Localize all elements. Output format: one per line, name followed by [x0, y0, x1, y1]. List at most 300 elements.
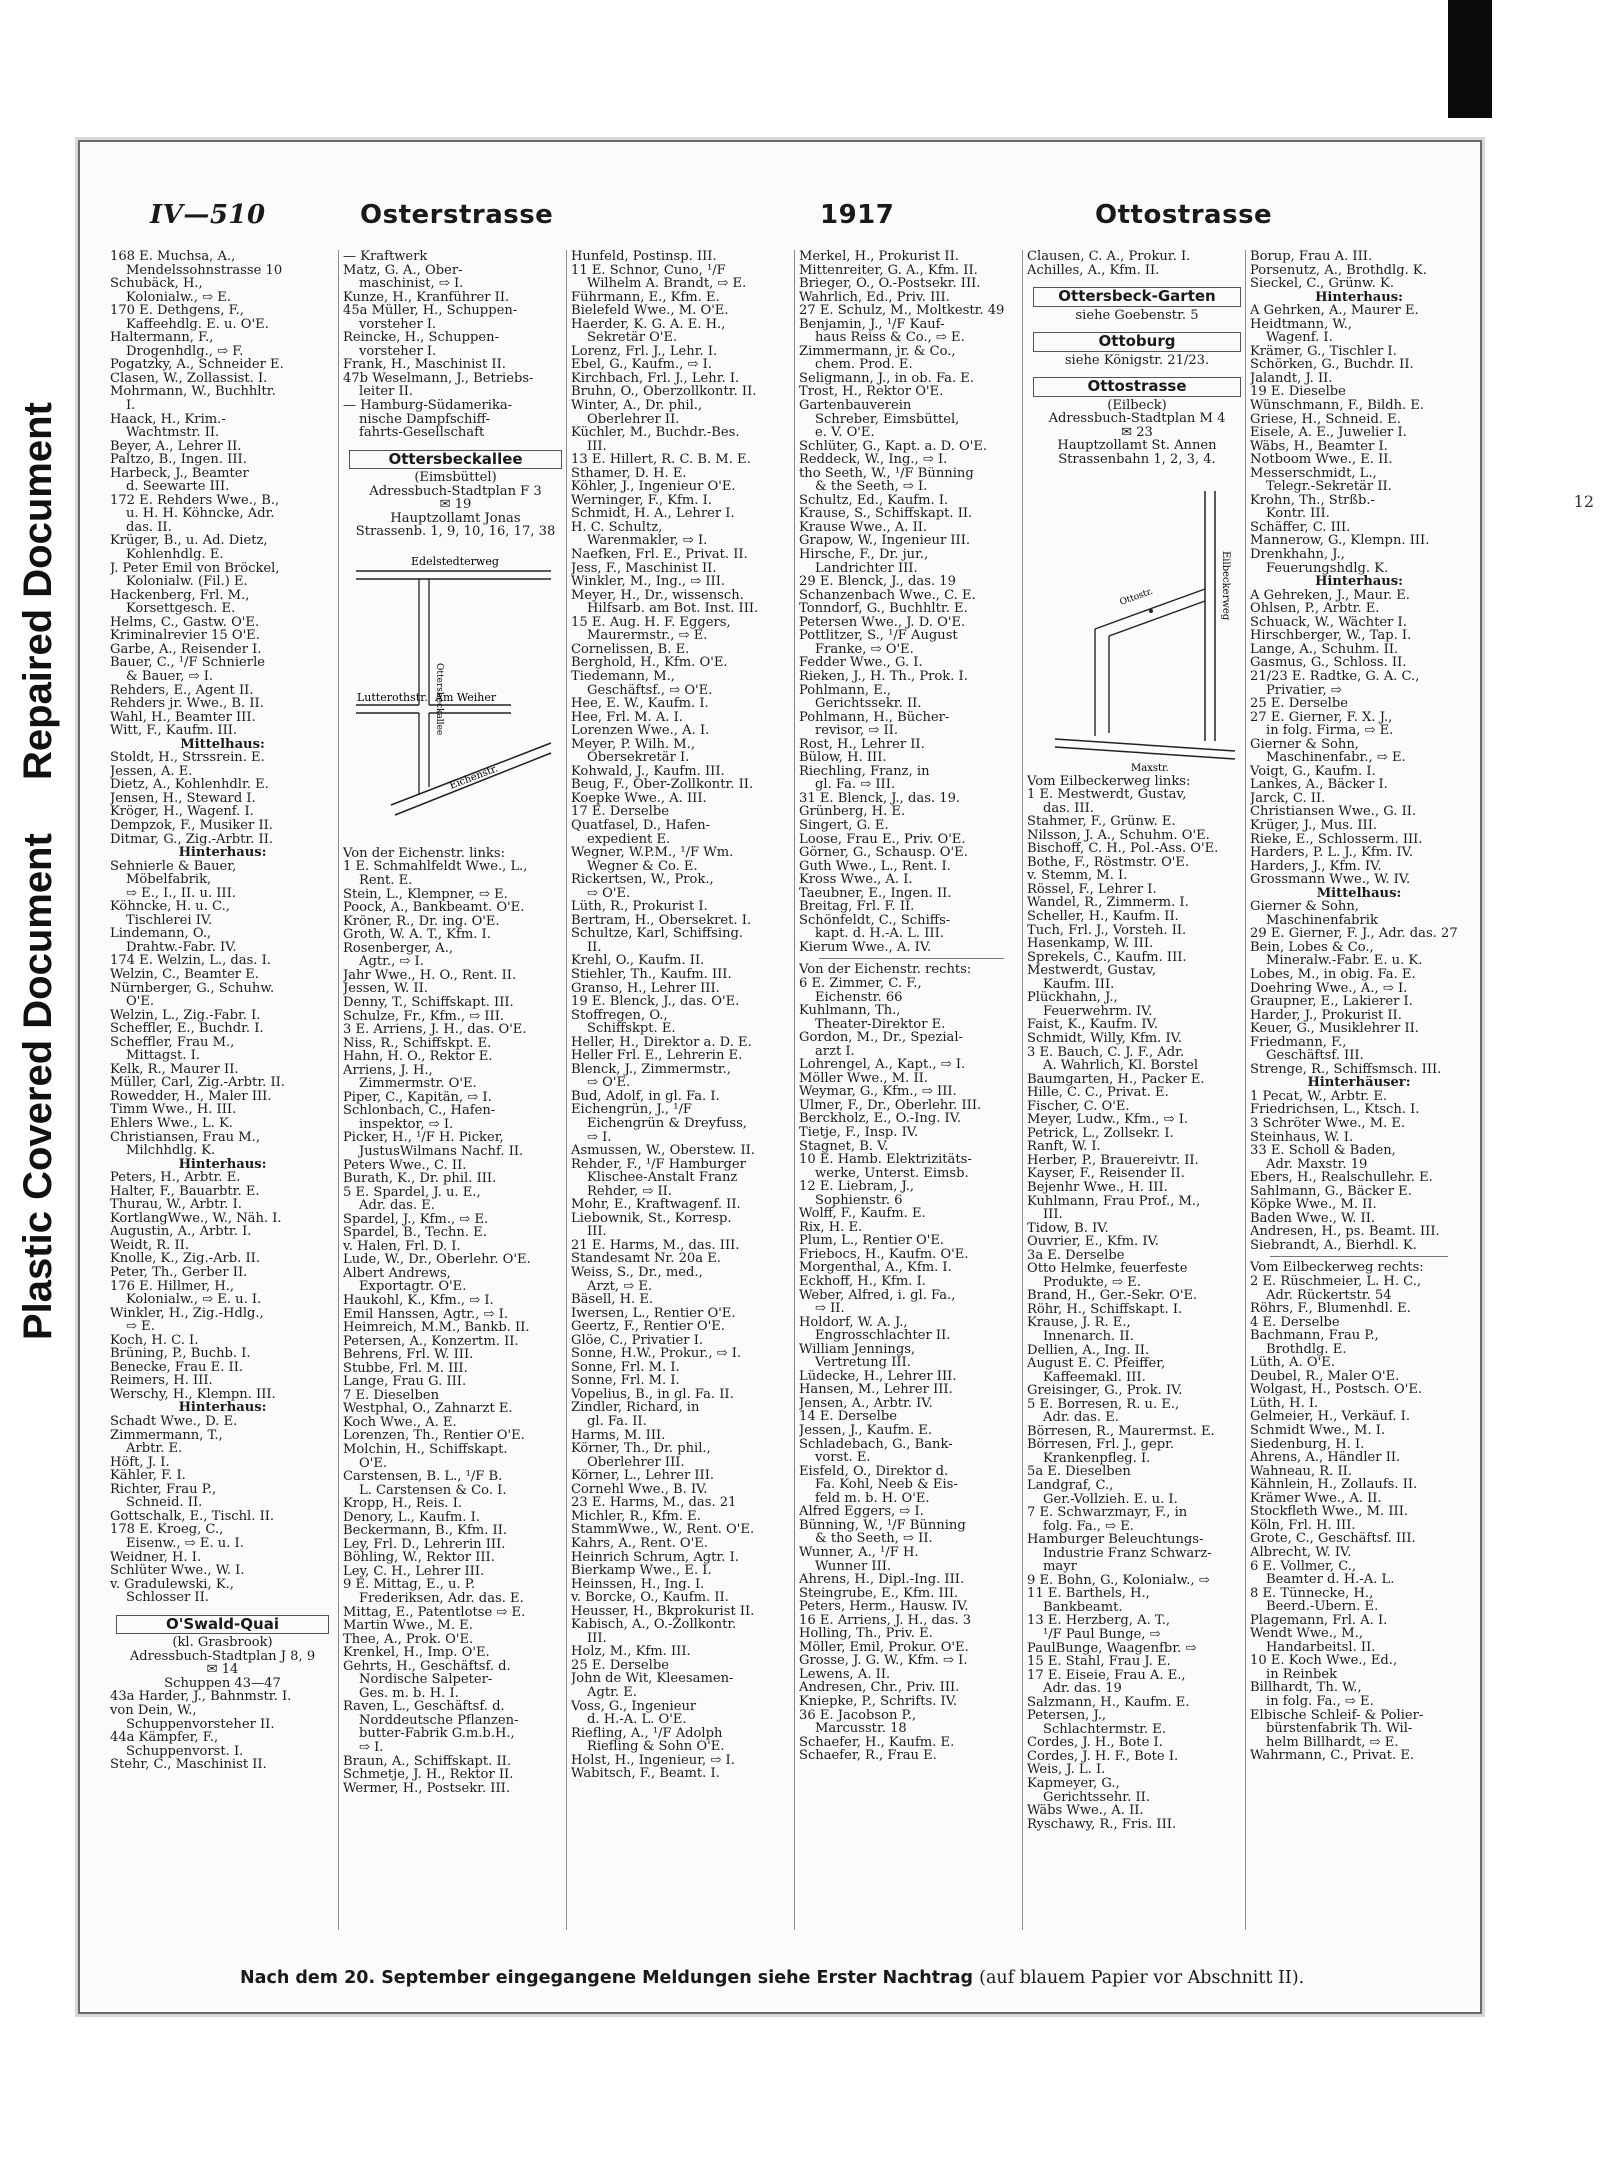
- directory-entry: Kuhlmann, Th.,: [799, 1004, 901, 1018]
- directory-entry: 168 E. Muchsa, A.,: [110, 250, 236, 264]
- directory-entry: Picker, H., ¹/F H. Picker,: [343, 1131, 504, 1145]
- directory-entry: Krause Wwe., A. II.: [799, 520, 928, 535]
- directory-entry: Kähler, F. I.: [110, 1469, 186, 1483]
- directory-entry: Rehder, F., ¹/F Hamburger: [571, 1157, 746, 1172]
- directory-entry: 47b Weselmann, J., Betriebs-: [343, 371, 534, 386]
- directory-entry: Schanzenbach Wwe., C. E.: [799, 588, 976, 603]
- directory-entry: von Dein, W.,: [110, 1703, 197, 1718]
- directory-entry: Adr. Maxstr. 19: [1266, 1157, 1368, 1172]
- directory-entry: Jahr Wwe., H. O., Rent. II.: [343, 968, 517, 983]
- directory-entry: Stubbe, Frl. M. III.: [343, 1361, 468, 1376]
- directory-entry: Grosse, J. G. W., Kfm. ⇨ I.: [799, 1654, 968, 1668]
- directory-entry: Koch, H. C. I.: [110, 1333, 199, 1348]
- directory-entry: 16 E. Arriens, J. H., das. 3: [799, 1613, 972, 1628]
- street-info: Strassenbahn 1, 2, 3, 4.: [1058, 453, 1216, 467]
- directory-entry: Billhardt, Th. W.,: [1250, 1681, 1362, 1695]
- directory-entry: Westphal, O., Zahnarzt E.: [343, 1402, 513, 1416]
- directory-entry: 17 E. Eiseie, Frau A. E.,: [1027, 1668, 1186, 1683]
- directory-entry: Andresen, H., ps. Beamt. III.: [1250, 1225, 1440, 1239]
- directory-entry: III.: [587, 1631, 607, 1646]
- directory-entry: Stoldt, H., Strssrein. E.: [110, 751, 265, 765]
- directory-entry: KortlangWwe., W., Näh. I.: [110, 1211, 282, 1226]
- directory-entry: Bauer, C., ¹/F Schnierle: [110, 656, 266, 670]
- directory-entry: Ger.-Vollzieh. E. u. I.: [1043, 1492, 1178, 1507]
- directory-entry: Schlüter, G., Kapt. a. D. O'E.: [799, 439, 988, 454]
- directory-entry: Heimreich, M.M., Bankb. II.: [343, 1321, 530, 1335]
- directory-entry: — Kraftwerk: [343, 250, 428, 264]
- directory-entry: Ditmar, G., Zig.-Arbtr. II.: [110, 832, 274, 847]
- directory-entry: Stoffregen, O.,: [571, 1008, 668, 1023]
- directory-entry: Wandel, R., Zimmerm. I.: [1027, 896, 1189, 911]
- directory-entry: ⇨ E.: [126, 1320, 155, 1334]
- directory-entry: Gasmus, G., Schloss. II.: [1250, 656, 1407, 670]
- section-heading: Mittelhaus:: [1316, 886, 1402, 901]
- directory-entry: Witt, F., Kaufm. III.: [110, 724, 238, 738]
- directory-entry: Tidow, B. IV.: [1027, 1221, 1109, 1236]
- directory-entry: Schlosser II.: [126, 1591, 209, 1605]
- directory-entry: Kaffeemakl. III.: [1043, 1370, 1146, 1385]
- directory-entry: Sekretär O'E.: [587, 331, 678, 345]
- directory-entry: Rent. E.: [359, 874, 413, 888]
- directory-entry: 31 E. Blenck, J., das. 19.: [799, 791, 961, 806]
- directory-entry: Piper, C., Kapitän, ⇨ I.: [343, 1090, 492, 1105]
- directory-entry: Paltzo, B., Ingen. III.: [110, 453, 247, 467]
- directory-entry: leiter II.: [359, 385, 414, 400]
- directory-entry: Albert Andrews,: [343, 1266, 451, 1281]
- directory-entry: Petersen, J.,: [1027, 1709, 1107, 1723]
- directory-entry: 7 E. Dieselben: [343, 1388, 440, 1403]
- directory-entry: Ges. m. b. H. I.: [359, 1686, 459, 1701]
- directory-entry: Kayser, F., Reisender II.: [1027, 1167, 1185, 1181]
- directory-entry: Privatier, ⇨: [1266, 683, 1342, 698]
- directory-entry: Kolonialw., ⇨ E.: [126, 290, 231, 305]
- directory-entry: Hunfeld, Postinsp. III.: [571, 250, 717, 264]
- directory-entry: Brothdlg. E.: [1266, 1342, 1347, 1357]
- directory-entry: mayr: [1043, 1560, 1077, 1574]
- directory-entry: Jarck, C. II.: [1250, 791, 1326, 806]
- directory-entry: chem. Prod. E.: [815, 358, 913, 372]
- directory-entry: Benecke, Frau E. II.: [110, 1360, 244, 1375]
- directory-entry: Marcusstr. 18: [815, 1722, 907, 1736]
- directory-entry: Heusser, H., Bkprokurist II.: [571, 1604, 755, 1619]
- year-title: 1917: [820, 200, 895, 230]
- street-info: Adressbuch-Stadtplan F 3: [369, 484, 542, 499]
- directory-entry: Agtr., ⇨ I.: [359, 955, 424, 969]
- directory-entry: Beckermann, B., Kfm. II.: [343, 1524, 508, 1538]
- directory-entry: 8 E. Tünnecke, H.,: [1250, 1586, 1374, 1601]
- directory-entry: Korsettgesch. E.: [126, 602, 236, 616]
- directory-entry: Stockfleth Wwe., M. III.: [1250, 1505, 1409, 1519]
- scanner-edge-bar: [1448, 0, 1492, 118]
- directory-entry: Tiedemann, M.,: [571, 669, 675, 684]
- street-map-eilbeck: [1035, 471, 1240, 771]
- directory-entry: Friedmann, F.,: [1250, 1035, 1347, 1050]
- directory-entry: Weidner, H. I.: [110, 1550, 202, 1565]
- directory-entry: Hackenberg, Frl. M.,: [110, 588, 250, 603]
- directory-entry: 5 E. Borresen, R. u. E.,: [1027, 1397, 1180, 1412]
- directory-entry: 9 E. Mittag, E., u. P.: [343, 1578, 476, 1593]
- directory-entry: Martin Wwe., M. E.: [343, 1619, 473, 1633]
- section-heading: Hinterhaus:: [178, 846, 267, 860]
- directory-entry: Benjamin, J., ¹/F Kauf-: [799, 317, 945, 332]
- directory-entry: Bachmann, Frau P.,: [1250, 1329, 1379, 1343]
- directory-entry: Beamter d. H.-A. L.: [1266, 1573, 1395, 1587]
- directory-entry: Innenarch. II.: [1043, 1329, 1134, 1344]
- directory-entry: Petrick, L., Zollsekr. I.: [1027, 1126, 1174, 1141]
- directory-entry: Tonndorf, G., Buchhltr. E.: [799, 602, 968, 616]
- directory-entry: Hamburger Beleuchtungs-: [1027, 1533, 1204, 1547]
- directory-entry: Dellien, A., Ing. II.: [1027, 1343, 1150, 1358]
- directory-entry: Frederiksen, Adr. das. E.: [359, 1592, 524, 1606]
- directory-entry: Ahrens, A., Händler II.: [1250, 1451, 1401, 1465]
- directory-entry: Hasenkamp, W. III.: [1027, 937, 1154, 951]
- footer-bold: Nach dem 20. September eingegangene Meldungen siehe Erster Nachtrag: [240, 1968, 974, 1988]
- directory-entry: nische Dampfschiff-: [359, 412, 490, 427]
- directory-entry: Sonne, H.W., Prokur., ⇨ I.: [571, 1347, 742, 1361]
- directory-entry: Bäsell, H. E.: [571, 1293, 654, 1307]
- directory-entry: Schreber, Eimsbüttel,: [815, 412, 960, 427]
- street-info: Hauptzollamt Jonas: [390, 511, 521, 526]
- directory-entry: Weidt, R. II.: [110, 1238, 189, 1253]
- directory-entry: 13 E. Herzberg, A. T.,: [1027, 1614, 1171, 1629]
- directory-entry: Gottschalk, E., Tischl. II.: [110, 1509, 275, 1524]
- directory-entry: Handarbeitsl. II.: [1266, 1640, 1376, 1655]
- directory-entry: Schäffer, C. III.: [1250, 520, 1351, 535]
- directory-entry: Schultz, Ed., Kaufm. I.: [799, 493, 949, 508]
- directory-entry: Vopelius, B., in gl. Fa. II.: [571, 1387, 734, 1402]
- directory-entry: Kähnlein, H., Zollaufs. II.: [1250, 1478, 1418, 1492]
- directory-entry: Molchin, H., Schiffskapt.: [343, 1443, 508, 1457]
- directory-entry: Kolonialw., ⇨ E. u. I.: [126, 1293, 262, 1307]
- directory-entry: Otto Helmke, feuerfeste: [1027, 1262, 1188, 1276]
- directory-entry: Ranft, W. I.: [1027, 1140, 1101, 1154]
- directory-entry: Lohrengel, A., Kapt., ⇨ I.: [799, 1058, 966, 1072]
- directory-entry: Riefling & Sohn O'E.: [587, 1740, 725, 1754]
- directory-entry: Ahrens, H., Dipl.-Ing. III.: [799, 1573, 965, 1587]
- directory-entry: Sieckel, C., Grünw. K.: [1250, 277, 1394, 291]
- directory-entry: Exportagtr. O'E.: [359, 1280, 467, 1294]
- directory-entry: Vertretung III.: [815, 1356, 911, 1370]
- directory-entry: Plückhahn, J.,: [1027, 991, 1118, 1005]
- directory-entry: Standesamt Nr. 20a E.: [571, 1252, 721, 1267]
- directory-entry: Lüth, R., Prokurist I.: [571, 900, 708, 914]
- directory-entry: Geschäftsf., ⇨ O'E.: [587, 683, 713, 698]
- directory-entry: Krüger, B., u. Ad. Dietz,: [110, 534, 268, 549]
- column-4: [794, 250, 1024, 1930]
- directory-entry: Berckholz, E., O.-Ing. IV.: [799, 1112, 962, 1126]
- directory-entry: Bischoff, C. H., Pol.-Ass. O'E.: [1027, 842, 1219, 856]
- directory-entry: Pohlmann, E.,: [799, 683, 892, 698]
- map-label-vertical: Ottersbeckallee: [434, 662, 444, 736]
- street-heading: Ottersbeckallee: [349, 450, 562, 470]
- directory-entry: Augustin, A., Arbtr. I.: [110, 1225, 252, 1239]
- directory-entry: Werninger, F., Kfm. I.: [571, 493, 712, 508]
- footer-normal: (auf blauem Papier vor Abschnitt II).: [979, 1968, 1305, 1988]
- directory-entry: Schladebach, G., Bank-: [799, 1437, 953, 1452]
- directory-entry: Börresen, R., Maurermst. E.: [1027, 1424, 1215, 1439]
- left-street-title: Osterstrasse: [360, 200, 554, 230]
- directory-entry: III.: [1043, 1208, 1063, 1222]
- directory-entry: Rössel, F., Lehrer I.: [1027, 882, 1157, 897]
- directory-entry: Vom Eilbeckerweg rechts:: [1250, 1261, 1424, 1276]
- directory-entry: 44a Kämpfer, F.,: [110, 1731, 219, 1745]
- map-label-mid: Ottostr.: [1118, 586, 1155, 608]
- directory-entry: Dietz, A., Kohlenhdlr. E.: [110, 778, 269, 792]
- directory-entry: Sahlmann, G., Bäcker E.: [1250, 1184, 1412, 1199]
- directory-entry: Ehlers Wwe., L. K.: [110, 1117, 233, 1131]
- side-label-top-text: Repaired Document: [16, 402, 60, 780]
- directory-entry: ⇨ E., I., II. u. III.: [126, 886, 236, 901]
- directory-entry: Schultze, Karl, Schiffsing.: [571, 927, 744, 941]
- directory-entry: 3a E. Derselbe: [1027, 1248, 1125, 1263]
- directory-entry: Clausen, C. A., Prokur. I.: [1027, 250, 1191, 264]
- section-separator: [1270, 1256, 1448, 1257]
- directory-entry: Dempzok, F., Musiker II.: [110, 818, 273, 833]
- directory-entry: Alfred Eggers, ⇨ I.: [799, 1505, 924, 1519]
- directory-entry: Albrecht, W. IV.: [1250, 1545, 1352, 1560]
- directory-entry: butter-Fabrik G.m.b.H.,: [359, 1727, 515, 1742]
- directory-entry: Adr. Rückertstr. 54: [1266, 1288, 1392, 1303]
- directory-entry: Loose, Frau E., Priv. O'E.: [799, 832, 966, 847]
- directory-entry: Steinhaus, W. I.: [1250, 1130, 1354, 1145]
- directory-page: [78, 140, 1482, 2014]
- directory-entry: in folg. Fa., ⇨ E.: [1266, 1694, 1374, 1709]
- column-6: [1245, 250, 1468, 1930]
- directory-entry: Eckhoff, H., Kfm. I.: [799, 1275, 926, 1289]
- directory-entry: Schaefer, R., Frau E.: [799, 1749, 937, 1763]
- column-5: [1022, 250, 1247, 1930]
- directory-entry: Adr. das. 19: [1043, 1682, 1122, 1696]
- directory-entry: vorsteher I.: [359, 317, 437, 332]
- directory-entry: Bünning, W., ¹/F Bünning: [799, 1518, 966, 1533]
- directory-entry: Krehl, O., Kaufm. II.: [571, 954, 705, 968]
- street-info: ✉ 23: [1121, 425, 1153, 440]
- map-ottostrasse: [1035, 471, 1239, 771]
- directory-entry: Rosenberger, A.,: [343, 941, 454, 956]
- directory-entry: 14 E. Derselbe: [799, 1410, 897, 1425]
- directory-entry: Schuppenvorst. I.: [126, 1744, 244, 1759]
- directory-entry: Müller, Carl, Zig.-Arbtr. II.: [110, 1076, 285, 1090]
- directory-entry: Cornehl Wwe., B. IV.: [571, 1482, 708, 1497]
- directory-entry: Cordes, J. H., Bote I.: [1027, 1736, 1163, 1750]
- directory-entry: Spardel, B., Techn. E.: [343, 1226, 487, 1240]
- directory-entry: Ohlsen, P., Arbtr. E.: [1250, 602, 1380, 616]
- directory-entry: d. Seewarte III.: [126, 480, 230, 494]
- directory-entry: Wermer, H., Postsekr. III.: [343, 1781, 510, 1796]
- directory-entry: Mittag, E., Patentlotse ⇨ E.: [343, 1605, 526, 1620]
- section-separator: [819, 958, 1004, 959]
- directory-entry: Schlüter Wwe., W. I.: [110, 1564, 245, 1578]
- directory-entry: Höft, J. I.: [110, 1455, 170, 1470]
- directory-entry: Schörken, G., Buchdr. II.: [1250, 358, 1414, 372]
- map-label-top: Edelstedterweg: [411, 554, 499, 568]
- directory-entry: haus Reiss & Co., ⇨ E.: [815, 331, 965, 345]
- directory-entry: Lankes, A., Bäcker I.: [1250, 778, 1388, 792]
- directory-entry: Bein, Lobes & Co.,: [1250, 940, 1374, 955]
- directory-entry: Rix, H. E.: [799, 1220, 863, 1235]
- directory-entry: Friedrichsen, L., Ktsch. I.: [1250, 1103, 1420, 1117]
- directory-entry: Von der Eichenstr. rechts:: [799, 963, 972, 977]
- directory-entry: Hirsche, F., Dr. jur.,: [799, 548, 929, 562]
- directory-entry: Schadt Wwe., D. E.: [110, 1415, 238, 1429]
- directory-entry: 1 E. Mestwerdt, Gustav,: [1027, 788, 1187, 802]
- directory-entry: Lorenzen Wwe., A. I.: [571, 724, 710, 738]
- directory-entry: Hansen, M., Lehrer III.: [799, 1383, 953, 1397]
- directory-entry: Merkel, H., Prokurist II.: [799, 250, 959, 264]
- directory-entry: maschinist, ⇨ I.: [359, 277, 464, 291]
- directory-entry: vorst. E.: [815, 1451, 871, 1465]
- directory-entry: Brüning, P., Buchb. I.: [110, 1347, 251, 1361]
- directory-entry: Krankenpfleg. I.: [1043, 1451, 1151, 1466]
- directory-entry: Jalandt, J. II.: [1250, 371, 1333, 386]
- directory-entry: e. V. O'E.: [815, 426, 875, 440]
- directory-entry: Lindemann, O.,: [110, 927, 212, 941]
- directory-entry: Vom Eilbeckerweg links:: [1027, 774, 1191, 789]
- street-heading: Ottoburg: [1033, 332, 1241, 352]
- directory-entry: Sprekels, C., Kaufm. III.: [1027, 950, 1187, 965]
- directory-entry: u. H. H. Köhncke, Adr.: [126, 507, 275, 521]
- directory-entry: Poock, A., Bankbeamt. O'E.: [343, 901, 525, 915]
- directory-entry: Greisinger, G., Prok. IV.: [1027, 1384, 1183, 1398]
- directory-entry: Schlachtermstr. E.: [1043, 1722, 1167, 1737]
- directory-entry: Mineralw.-Fabr. E. u. K.: [1266, 954, 1423, 968]
- directory-entry: Berghold, H., Kfm. O'E.: [571, 656, 728, 670]
- section-heading: Hinterhäuser:: [1307, 1076, 1411, 1090]
- directory-entry: Baumgarten, H., Packer E.: [1027, 1072, 1205, 1087]
- directory-entry: Kolonialw. (Fil.) E.: [126, 575, 248, 589]
- directory-entry: Eisele, A. E., Juwelier I.: [1250, 426, 1407, 440]
- directory-entry: Holst, H., Ingenieur, ⇨ I.: [571, 1753, 735, 1768]
- directory-entry: Zindler, Richard, in: [571, 1401, 700, 1416]
- directory-entry: Eisenw., ⇨ E. u. I.: [126, 1536, 244, 1551]
- directory-entry: Voigt, G., Kaufm. I.: [1250, 764, 1376, 779]
- directory-entry: Sehnierle & Bauer,: [110, 859, 237, 874]
- directory-entry: 9 E. Bohn, G., Kolonialw., ⇨: [1027, 1573, 1210, 1588]
- directory-entry: Timm Wwe., H. III.: [110, 1103, 237, 1117]
- directory-entry: Krohn, Th., Strßb.-: [1250, 493, 1375, 508]
- directory-entry: Strenge, R., Schiffsmsch. III.: [1250, 1062, 1442, 1077]
- directory-entry: Oberlehrer III.: [587, 1455, 685, 1470]
- directory-entry: Produkte, ⇨ E.: [1043, 1275, 1141, 1290]
- directory-entry: Porsenutz, A., Brothdlg. K.: [1250, 263, 1427, 278]
- directory-entry: Harbeck, J., Beamter: [110, 466, 249, 481]
- directory-entry: Geschäftsf. III.: [1266, 1049, 1364, 1063]
- directory-entry: Schlonbach, C., Hafen-: [343, 1104, 496, 1118]
- directory-entry: Wunner III.: [815, 1559, 892, 1574]
- directory-entry: Voss, G., Ingenieur: [571, 1699, 697, 1714]
- directory-entry: Adr. das. E.: [359, 1199, 435, 1213]
- street-info: Adressbuch-Stadtplan J 8, 9: [129, 1649, 316, 1664]
- directory-entry: 25 E. Derselbe: [571, 1658, 669, 1673]
- directory-entry: Behrens, Frl. W. III.: [343, 1348, 474, 1362]
- directory-entry: Peters Wwe., C. II.: [343, 1158, 467, 1173]
- directory-entry: helm Billhardt, ⇨ E.: [1266, 1735, 1399, 1750]
- directory-entry: Heller, H., Direktor a. D. E.: [571, 1035, 752, 1050]
- directory-entry: Haerder, K. G. A. E. H.,: [571, 317, 726, 332]
- directory-entry: Krüger, J., Mus. III.: [1250, 818, 1378, 833]
- directory-entry: Peters, Herm., Hausw. IV.: [799, 1600, 969, 1614]
- directory-entry: Weber, Alfred, i. gl. Fa.,: [799, 1288, 956, 1303]
- directory-entry: 23 E. Harms, M., das. 21: [571, 1496, 737, 1510]
- section-heading: Hinterhaus:: [1315, 575, 1403, 589]
- directory-entry: Zimmermann, jr. & Co.,: [799, 344, 956, 359]
- directory-entry: feld m. b. H. O'E.: [815, 1491, 930, 1506]
- directory-entry: Herber, P., Brauereivtr. II.: [1027, 1153, 1199, 1168]
- directory-entry: Lüth, A. O'E.: [1250, 1356, 1335, 1370]
- directory-entry: Stiehler, Th., Kaufm. III.: [571, 967, 732, 982]
- directory-entry: Mohr, E., Kraftwagenf. II.: [571, 1198, 741, 1212]
- directory-entry: Peters, H., Arbtr. E.: [110, 1171, 241, 1185]
- directory-entry: Pohlmann, H., Bücher-: [799, 710, 950, 725]
- directory-entry: Carstensen, B. L., ¹/F B.: [343, 1470, 503, 1484]
- directory-entry: Kahrs, A., Rent. O'E.: [571, 1536, 708, 1551]
- directory-entry: 45a Müller, H., Schuppen-: [343, 304, 518, 318]
- directory-entry: Ley, C. H., Lehrer III.: [343, 1564, 485, 1579]
- directory-entry: Kelk, R., Maurer II.: [110, 1062, 239, 1077]
- directory-entry: Industrie Franz Schwarz-: [1043, 1546, 1212, 1561]
- directory-entry: Eichengrün & Dreyfuss,: [587, 1117, 747, 1131]
- directory-entry: Engrosschlachter II.: [815, 1329, 951, 1343]
- directory-entry: Steingrube, E., Kfm. III.: [799, 1586, 959, 1601]
- directory-entry: Gartenbauverein: [799, 399, 912, 413]
- directory-entry: Harders, P. L. J., Kfm. IV.: [1250, 846, 1414, 860]
- directory-entry: Meyer, Ludw., Kfm., ⇨ I.: [1027, 1113, 1189, 1127]
- directory-entry: Ley, Frl. D., Lehrerin III.: [343, 1537, 506, 1552]
- directory-entry: Reincke, H., Schuppen-: [343, 331, 500, 345]
- directory-entry: Hilfsarb. am Bot. Inst. III.: [587, 602, 759, 616]
- directory-entry: Lobes, M., in obig. Fa. E.: [1250, 967, 1416, 982]
- directory-entry: Bejenhr Wwe., H. III.: [1027, 1180, 1168, 1195]
- directory-entry: ⇨ O'E.: [587, 1076, 631, 1090]
- directory-entry: Holz, M., Kfm. III.: [571, 1645, 691, 1659]
- directory-entry: Wahneau, R. II.: [1250, 1464, 1352, 1479]
- directory-entry: Richter, Frau P.,: [110, 1482, 217, 1497]
- directory-entry: folg. Fa., ⇨ E.: [1043, 1519, 1134, 1534]
- directory-entry: Lude, W., Dr., Oberlehr. O'E.: [343, 1253, 531, 1267]
- directory-entry: 29 E. Gierner, F. J., Adr. das. 27: [1250, 927, 1458, 941]
- directory-entry: Fa. Kohl, Neeb & Eis-: [815, 1478, 958, 1492]
- directory-entry: Brand, H., Ger.-Sekr. O'E.: [1027, 1289, 1198, 1303]
- directory-entry: PaulBunge, Waagenfbr. ⇨: [1027, 1641, 1197, 1656]
- directory-entry: Emil Hanssen, Agtr., ⇨ I.: [343, 1307, 508, 1322]
- directory-entry: Kirchbach, Frl. J., Lehr. I.: [571, 371, 740, 386]
- directory-entry: Wäbs, H., Beamter I.: [1250, 439, 1388, 454]
- directory-entry: Feuerwehrm. IV.: [1043, 1004, 1153, 1019]
- directory-entry: 25 E. Derselbe: [1250, 697, 1348, 711]
- directory-entry: III.: [587, 439, 607, 454]
- directory-entry: Scheller, H., Kaufm. II.: [1027, 910, 1179, 924]
- directory-entry: Haack, H., Krim.-: [110, 412, 226, 427]
- directory-entry: Drahtw.-Fabr. IV.: [126, 940, 237, 955]
- directory-entry: Kohwald, J., Kaufm. III.: [571, 764, 725, 779]
- directory-entry: Trost, H., Rektor O'E.: [799, 385, 944, 400]
- directory-entry: Bielefeld Wwe., M. O'E.: [571, 304, 729, 318]
- directory-entry: Milchhdlg. K.: [126, 1144, 216, 1158]
- street-heading: O'Swald-Quai: [116, 1615, 329, 1635]
- directory-entry: Hahn, H. O., Rektor E.: [343, 1050, 493, 1064]
- directory-entry: 10 E. Koch Wwe., Ed.,: [1250, 1654, 1398, 1668]
- directory-entry: Schönfeldt, C., Schiffs-: [799, 913, 951, 928]
- directory-entry: Breitag, Frl. F. II.: [799, 900, 915, 914]
- directory-entry: Koepke Wwe., A. III.: [571, 791, 707, 806]
- directory-entry: Burath, K., Dr. phil. III.: [343, 1172, 497, 1186]
- map-ottersbeckallee: [351, 543, 560, 843]
- directory-entry: Ryschawy, R., Fris. III.: [1027, 1817, 1177, 1832]
- directory-entry: Garbe, A., Reisender I.: [110, 642, 262, 657]
- street-heading: Ottostrasse: [1033, 377, 1241, 397]
- directory-entry: Jensen, H., Steward I.: [110, 791, 256, 806]
- street-info: (Eilbeck): [1107, 398, 1167, 413]
